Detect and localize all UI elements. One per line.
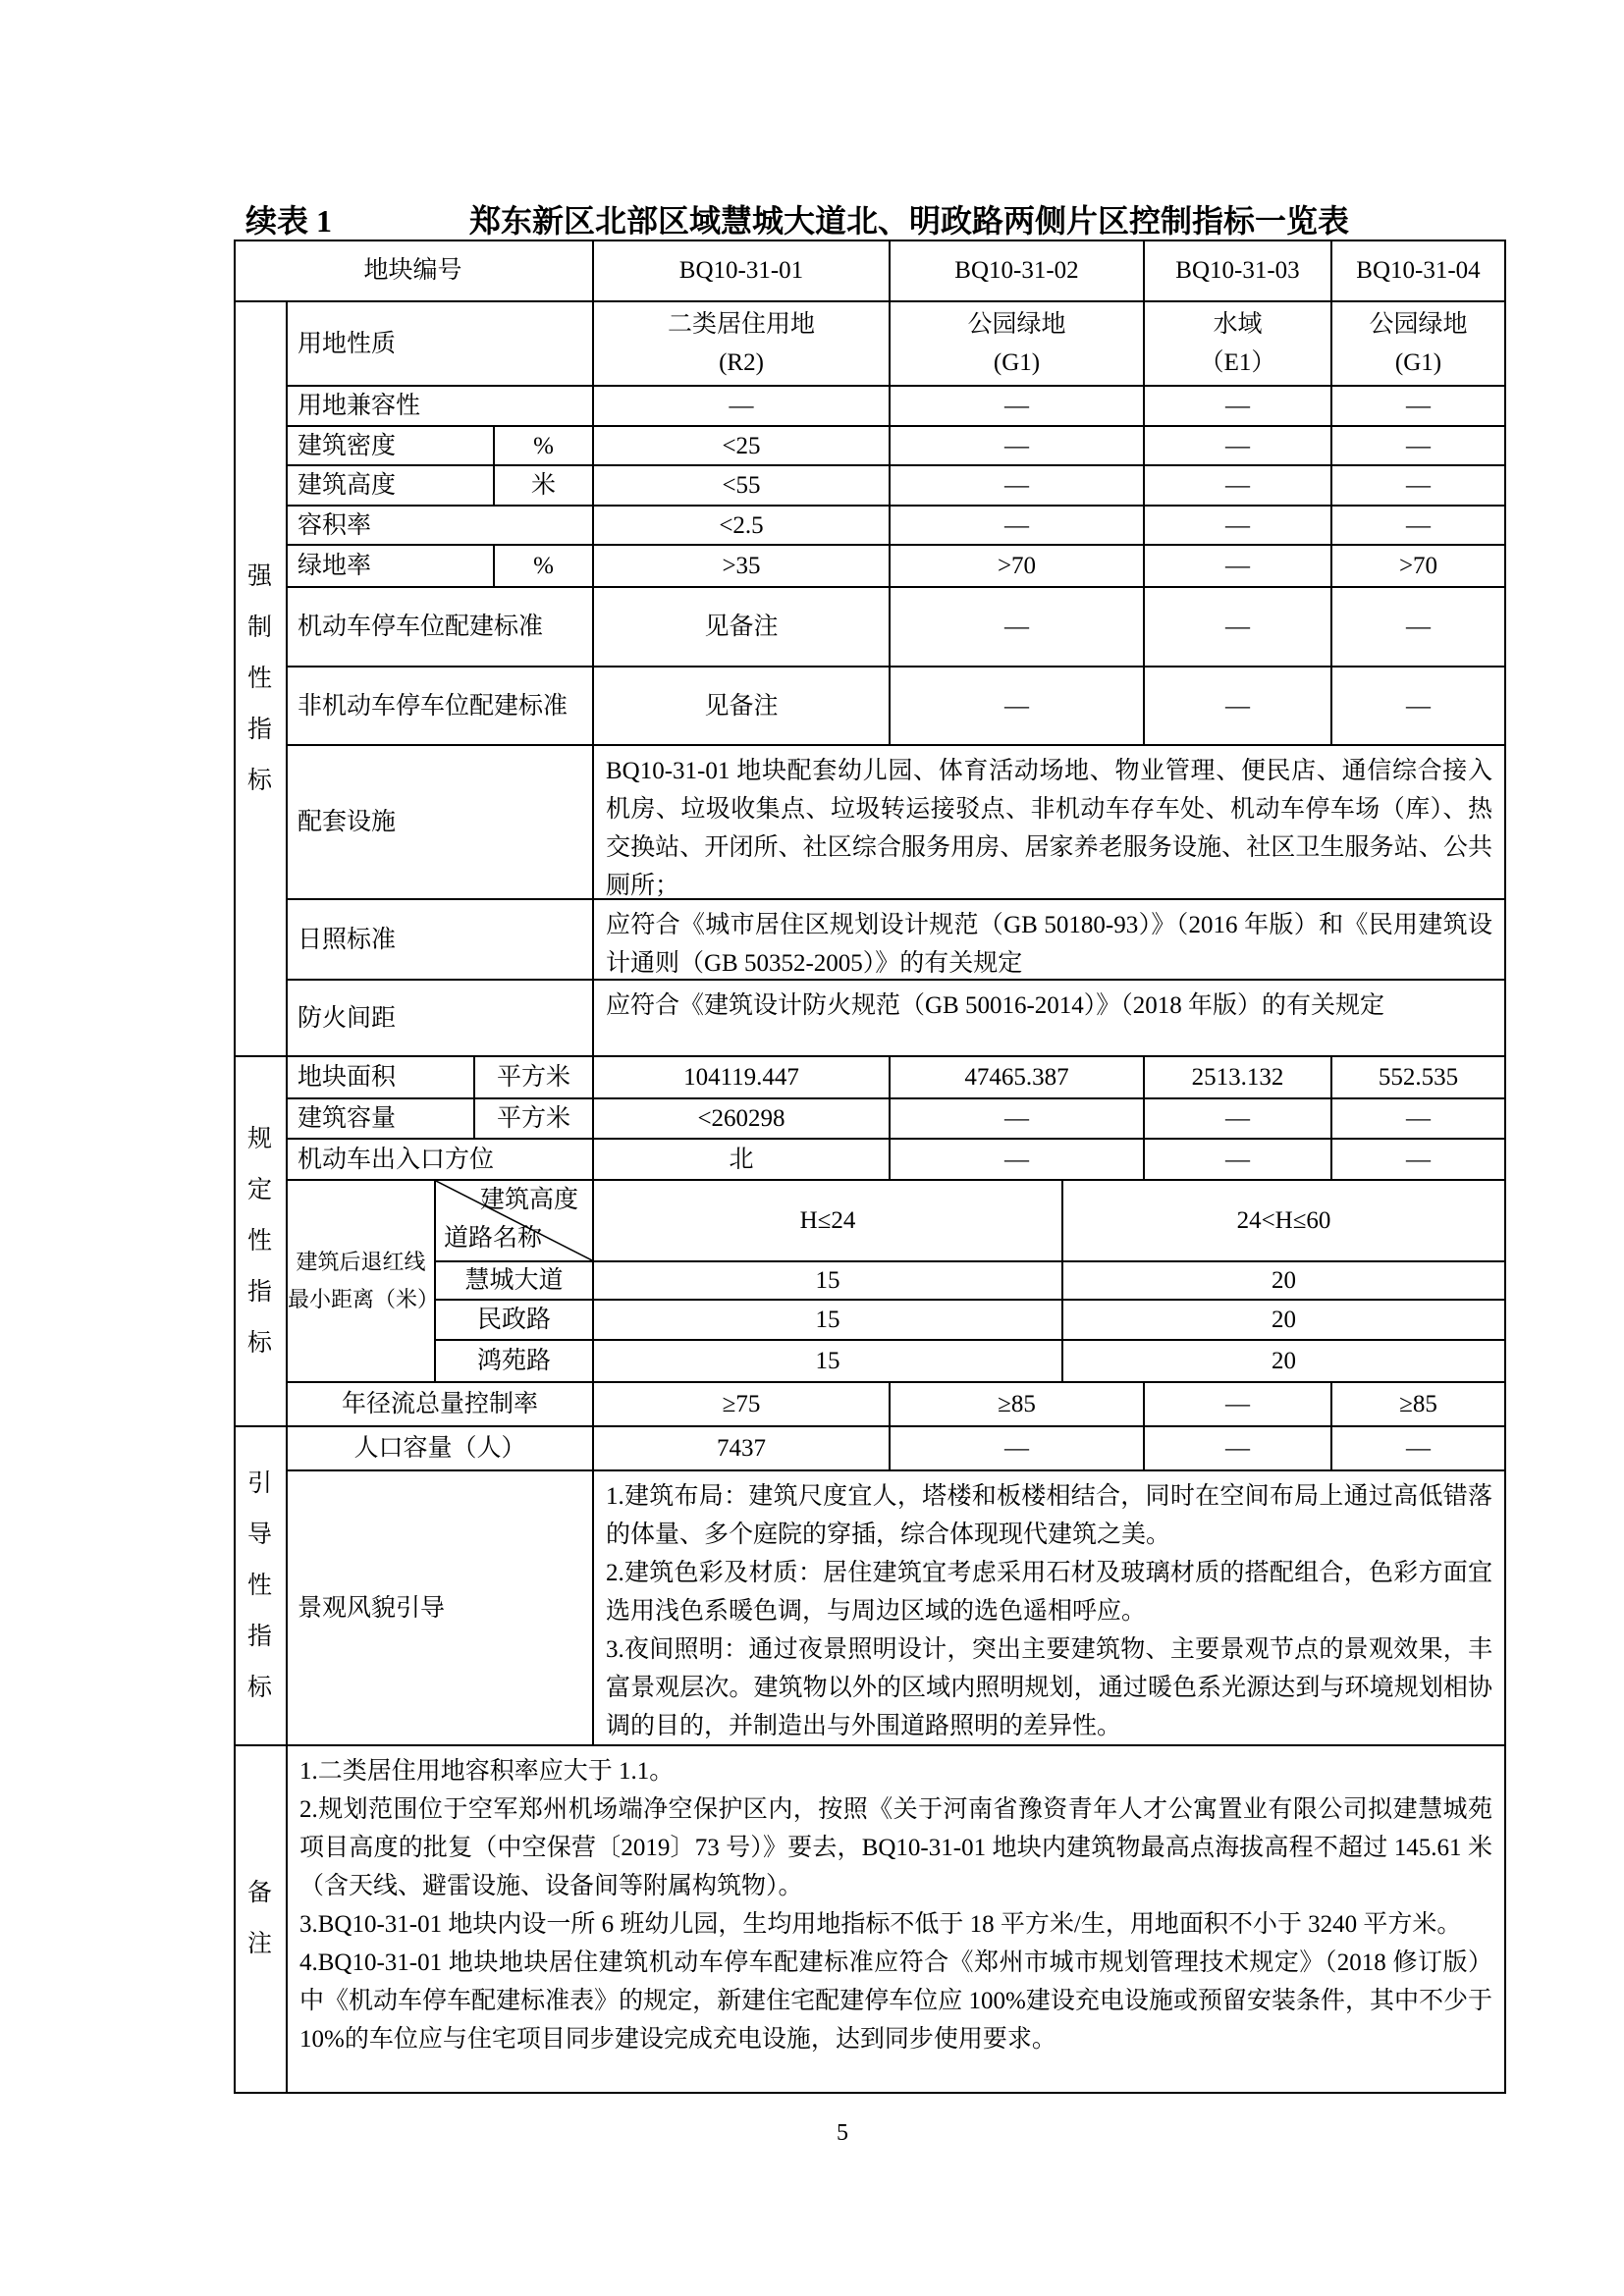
road-name: 慧城大道 (436, 1262, 594, 1301)
row-label: 防火间距 (288, 981, 594, 1057)
value-cell: 二类居住用地 (R2) (594, 302, 891, 387)
road-name: 鸿苑路 (436, 1341, 594, 1383)
row-label: 景观风貌引导 (288, 1471, 594, 1746)
value-cell: ≥85 (891, 1383, 1145, 1427)
value-cell: ≥85 (1332, 1383, 1506, 1427)
value-cell: — (1145, 387, 1332, 427)
row-label: 容积率 (288, 507, 594, 546)
road-name: 民政路 (436, 1301, 594, 1341)
value-cell: — (1332, 387, 1506, 427)
value-cell: — (1332, 588, 1506, 667)
row-label: 建筑密度 (288, 427, 495, 466)
row-label: 机动车出入口方位 (288, 1140, 594, 1181)
value-cell: — (1332, 507, 1506, 546)
parcel-id-header: BQ10-31-04 (1332, 240, 1506, 302)
diag-bottom-label: 道路名称 (444, 1225, 543, 1252)
list-item: 3.夜间照明：通过夜景照明设计，突出主要建筑物、主要景观节点的景观效果，丰富景观层次。建筑物以外的区域内照明规划，通过暖色系光源达到与环境规划相协调的目的，并制造出与外围道路照明的差异性。 (606, 1636, 1492, 1739)
value-cell: 见备注 (594, 588, 891, 667)
section-label-regulatory: 规定性指标 (234, 1057, 288, 1427)
setback-value: 20 (1063, 1301, 1506, 1341)
row-label: 机动车停车位配建标准 (288, 588, 594, 667)
unit-cell: 平方米 (475, 1099, 594, 1140)
value-cell: — (1145, 1383, 1332, 1427)
value-cell: — (1332, 1099, 1506, 1140)
row-label: 非机动车停车位配建标准 (288, 667, 594, 746)
value-cell: — (1332, 1427, 1506, 1471)
diagonal-header-cell (436, 1181, 594, 1262)
list-item: 2.规划范围位于空军郑州机场端净空保护区内，按照《关于河南省豫资青年人才公寓置业有限公司拟建慧城苑项目高度的批复（中空保营〔2019〕73 号）》要去，BQ10-31-01 地块内建筑物最高点海拔高程不超过 145.61 米（含天线、避雷设施、设备间等附属构筑物）。 (299, 1796, 1492, 1899)
setback-value: 15 (594, 1301, 1063, 1341)
value-cell: <25 (594, 427, 891, 466)
value-cell: — (1145, 667, 1332, 746)
section-label-mandatory: 强制性指标 (234, 302, 288, 1057)
row-text: BQ10-31-01 地块配套幼儿园、体育活动场地、物业管理、便民店、通信综合接入机房、垃圾收集点、垃圾转运接驳点、非机动车存车处、机动车停车场（库）、热交换站、开闭所、社区综合服务用房、居家养老服务设施、社区卫生服务站、公共厕所； (594, 746, 1506, 900)
value-cell: 47465.387 (891, 1057, 1145, 1099)
value-cell: <2.5 (594, 507, 891, 546)
row-label: 绿地率 (288, 546, 495, 588)
page-title: 郑东新区北部区域慧城大道北、明政路两侧片区控制指标一览表 (469, 203, 1350, 239)
list-item: 1.二类居住用地容积率应大于 1.1。 (299, 1758, 675, 1785)
value-cell: — (1145, 427, 1332, 466)
row-label: 用地兼容性 (288, 387, 594, 427)
value-cell: — (1145, 1140, 1332, 1181)
value-cell: — (891, 507, 1145, 546)
value-cell: ≥75 (594, 1383, 891, 1427)
value-cell: — (594, 387, 891, 427)
value-cell: >70 (1332, 546, 1506, 588)
row-label: 建筑高度 (288, 466, 495, 507)
setback-value: 20 (1063, 1341, 1506, 1383)
value-cell: — (1332, 667, 1506, 746)
value-cell: 水域 （E1） (1145, 302, 1332, 387)
row-label: 配套设施 (288, 746, 594, 900)
value-cell: 北 (594, 1140, 891, 1181)
setback-value: 15 (594, 1262, 1063, 1301)
value-cell: <55 (594, 466, 891, 507)
value-cell: — (891, 1140, 1145, 1181)
section-label-guidance: 引导性指标 (234, 1427, 288, 1746)
value-cell: 552.535 (1332, 1057, 1506, 1099)
value-cell: — (1145, 507, 1332, 546)
value-cell: — (1332, 427, 1506, 466)
height-range-header: H≤24 (594, 1181, 1063, 1262)
value-cell: — (1145, 546, 1332, 588)
height-range-header: 24<H≤60 (1063, 1181, 1506, 1262)
landscape-guidance-text (594, 1471, 1506, 1746)
unit-cell: 米 (495, 466, 594, 507)
row-text: 应符合《城市居住区规划设计规范（GB 50180-93）》（2016 年版）和《民用建筑设计通则（GB 50352-2005）》的有关规定 (594, 900, 1506, 981)
header-label: 地块编号 (234, 240, 594, 302)
value-cell: 104119.447 (594, 1057, 891, 1099)
unit-cell: % (495, 427, 594, 466)
section-label-remarks: 备注 (234, 1746, 288, 2094)
row-label: 用地性质 (288, 302, 594, 387)
row-label: 地块面积 (288, 1057, 475, 1099)
value-cell: — (891, 588, 1145, 667)
setback-value: 20 (1063, 1262, 1506, 1301)
value-cell: — (891, 1099, 1145, 1140)
value-cell: 公园绿地 (G1) (891, 302, 1145, 387)
value-cell: — (891, 1427, 1145, 1471)
list-item: 2.建筑色彩及材质：居住建筑宜考虑采用石材及玻璃材质的搭配组合，色彩方面宜选用浅色系暖色调，与周边区域的选色遥相呼应。 (606, 1560, 1492, 1625)
diag-top-label: 建筑高度 (479, 1187, 578, 1213)
list-item: 1.建筑布局：建筑尺度宜人，塔楼和板楼相结合，同时在空间布局上通过高低错落的体量、多个庭院的穿插，综合体现现代建筑之美。 (606, 1483, 1492, 1548)
row-label: 人口容量（人） (288, 1427, 594, 1471)
value-cell: — (1332, 466, 1506, 507)
unit-cell: 平方米 (475, 1057, 594, 1099)
remarks-text (288, 1746, 1506, 2094)
unit-cell: % (495, 546, 594, 588)
value-cell: — (891, 387, 1145, 427)
parcel-id-header: BQ10-31-03 (1145, 240, 1332, 302)
value-cell: — (891, 466, 1145, 507)
value-cell: — (1332, 1140, 1506, 1181)
page-number: 5 (837, 2120, 848, 2146)
value-cell: <260298 (594, 1099, 891, 1140)
value-cell: — (891, 667, 1145, 746)
setback-value: 15 (594, 1341, 1063, 1383)
value-cell: 2513.132 (1145, 1057, 1332, 1099)
value-cell: 公园绿地 (G1) (1332, 302, 1506, 387)
value-cell: 见备注 (594, 667, 891, 746)
row-label: 日照标准 (288, 900, 594, 981)
parcel-id-header: BQ10-31-01 (594, 240, 891, 302)
value-cell: — (891, 427, 1145, 466)
list-item: 3.BQ10-31-01 地块内设一所 6 班幼儿园，生均用地指标不低于 18 平方米/生，用地面积不小于 3240 平方米。 (299, 1911, 1462, 1938)
row-label: 建筑容量 (288, 1099, 475, 1140)
list-item: 4.BQ10-31-01 地块地块居住建筑机动车停车配建标准应符合《郑州市城市规划管理技术规定》（2018 修订版）中《机动车停车配建标准表》的规定，新建住宅配建停车位应 100%建设充电设施或预留安装条件，其中不少于 10%的车位应与住宅项目同步建设完成充电设施，达到同步使用要求。 (299, 1949, 1492, 2053)
value-cell: — (1145, 588, 1332, 667)
value-cell: 7437 (594, 1427, 891, 1471)
table-number: 续表 1 (245, 203, 333, 239)
value-cell: — (1145, 1427, 1332, 1471)
setback-label: 建筑后退红线最小距离（米） (288, 1181, 436, 1383)
row-text: 应符合《建筑设计防火规范（GB 50016-2014）》（2018 年版）的有关规定 (594, 981, 1506, 1057)
value-cell: — (1145, 466, 1332, 507)
row-label: 年径流总量控制率 (288, 1383, 594, 1427)
value-cell: — (1145, 1099, 1332, 1140)
value-cell: >70 (891, 546, 1145, 588)
value-cell: >35 (594, 546, 891, 588)
parcel-id-header: BQ10-31-02 (891, 240, 1145, 302)
